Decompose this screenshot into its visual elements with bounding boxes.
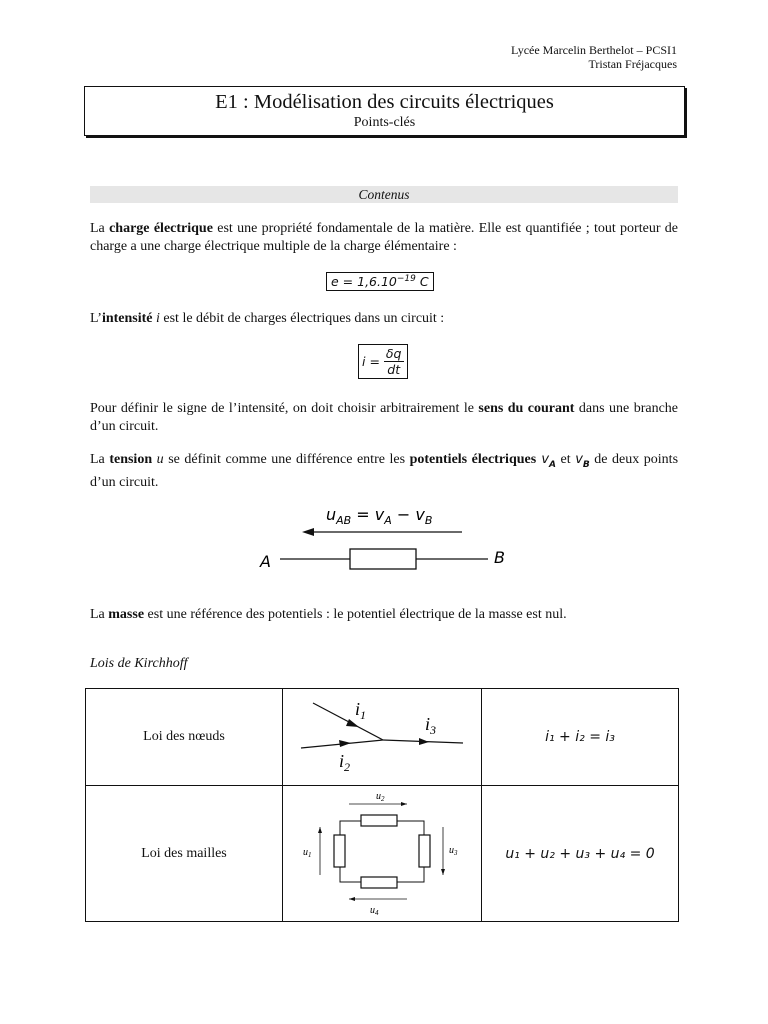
eq-exponent: −19 [396,274,416,284]
eq-unit: C [415,274,429,290]
text: est le débit de charges électriques dans un circuit : [159,311,445,326]
school-line: Lycée Marcelin Berthelot – PCSI1 [511,43,677,57]
text: La [90,607,109,622]
equation-loi-noeuds: i₁ + i₂ = i₃ [482,689,679,786]
paragraph-tension [90,451,678,492]
author-line: Tristan Fréjacques [588,57,677,71]
section-heading-contenus: Contenus [90,186,678,203]
resistor-left [334,835,345,867]
sub-b: B [582,459,590,470]
kirchhoff-heading: Lois de Kirchhoff [90,656,188,671]
term-masse: masse [108,607,145,622]
voltage-arrowhead [302,528,314,536]
equation-intensity [358,344,408,379]
arrow-i3 [419,738,429,745]
kirchhoff-table [85,688,679,922]
text: est une propriété fondamentale de la matière. Elle est quantifiée ; tout porteur de charge a une charge électrique multiple de la charge élémentaire : [90,221,679,254]
point-b-label: B [494,548,505,567]
term-charge: charge électrique [109,221,213,236]
paragraph-sens-courant [90,400,678,436]
voltage-u4-label: $u_4$ [370,904,379,917]
point-a-label: A [260,552,271,571]
term-potentiels: potentiels électriques [409,452,537,467]
page-title: E1 : Modélisation des circuits électriques [215,91,554,113]
tension-diagram [250,498,520,578]
arrow-u3 [441,869,445,875]
arrow-u1 [318,827,322,833]
voltage-u3-label: $u_3$ [449,844,458,857]
table-row-mailles [86,786,679,922]
eq-text: i = [362,354,384,369]
equation-elementary-charge [326,272,434,291]
paragraph-masse [90,606,678,624]
var-i: i [152,311,160,326]
resistor [350,549,416,569]
current-i2-label: $i_2$ [339,751,351,774]
arrow-i2 [339,740,351,747]
term-intensite: intensité [101,311,153,326]
title-box [84,86,685,136]
text: est une référence des potentiels : le potentiel électrique de la masse est nul. [144,607,567,622]
var-va: v [536,452,550,467]
text: et [556,452,576,467]
term-sens-courant: sens du courant [478,401,575,416]
text: dans une branche d’un circuit. [90,401,678,434]
text: de deux points d’un circuit. [90,452,679,490]
arrow-i1 [346,719,359,727]
arrow-u2 [401,802,407,806]
current-i3-label: $i_3$ [425,714,437,737]
sub-a: A [549,459,557,470]
voltage-equation: $u_{AB} = v_A - v_B$ [326,505,433,527]
equation-loi-mailles: u₁ + u₂ + u₃ + u₄ = 0 [482,786,679,922]
paragraph-intensite [90,310,678,328]
voltage-u2-label: $u_2$ [376,790,385,803]
fraction [384,346,404,377]
current-i1-label: $i_1$ [355,699,367,722]
paragraph-charge [90,220,678,256]
voltage-u1-label: $u_1$ [303,846,312,859]
term-tension: tension [109,452,153,467]
text: La [90,221,110,236]
mesh-diagram-cell [283,786,482,922]
var-u: u [152,452,164,467]
denominator: dt [387,362,401,377]
numerator: δq [385,346,402,361]
label-loi-mailles: Loi des mailles [86,786,283,922]
label-loi-noeuds: Loi des nœuds [86,689,283,786]
text: L’ [90,311,102,326]
mesh-diagram [283,787,479,921]
resistor-bottom [361,877,397,888]
eq-text: e = 1,6.10 [331,274,397,290]
var-vb: v [575,452,583,467]
page-subtitle: Points-clés [353,115,416,130]
node-diagram [283,689,479,785]
resistor-right [419,835,430,867]
table-row-noeuds [86,689,679,786]
arrow-u4 [349,897,355,901]
text: Pour définir le signe de l’intensité, on doit choisir arbitrairement le [90,401,479,416]
text: La [90,452,110,467]
document-header [511,43,677,71]
text: se définit comme une différence entre les [163,452,410,467]
resistor-top [361,815,397,826]
node-diagram-cell [283,689,482,786]
